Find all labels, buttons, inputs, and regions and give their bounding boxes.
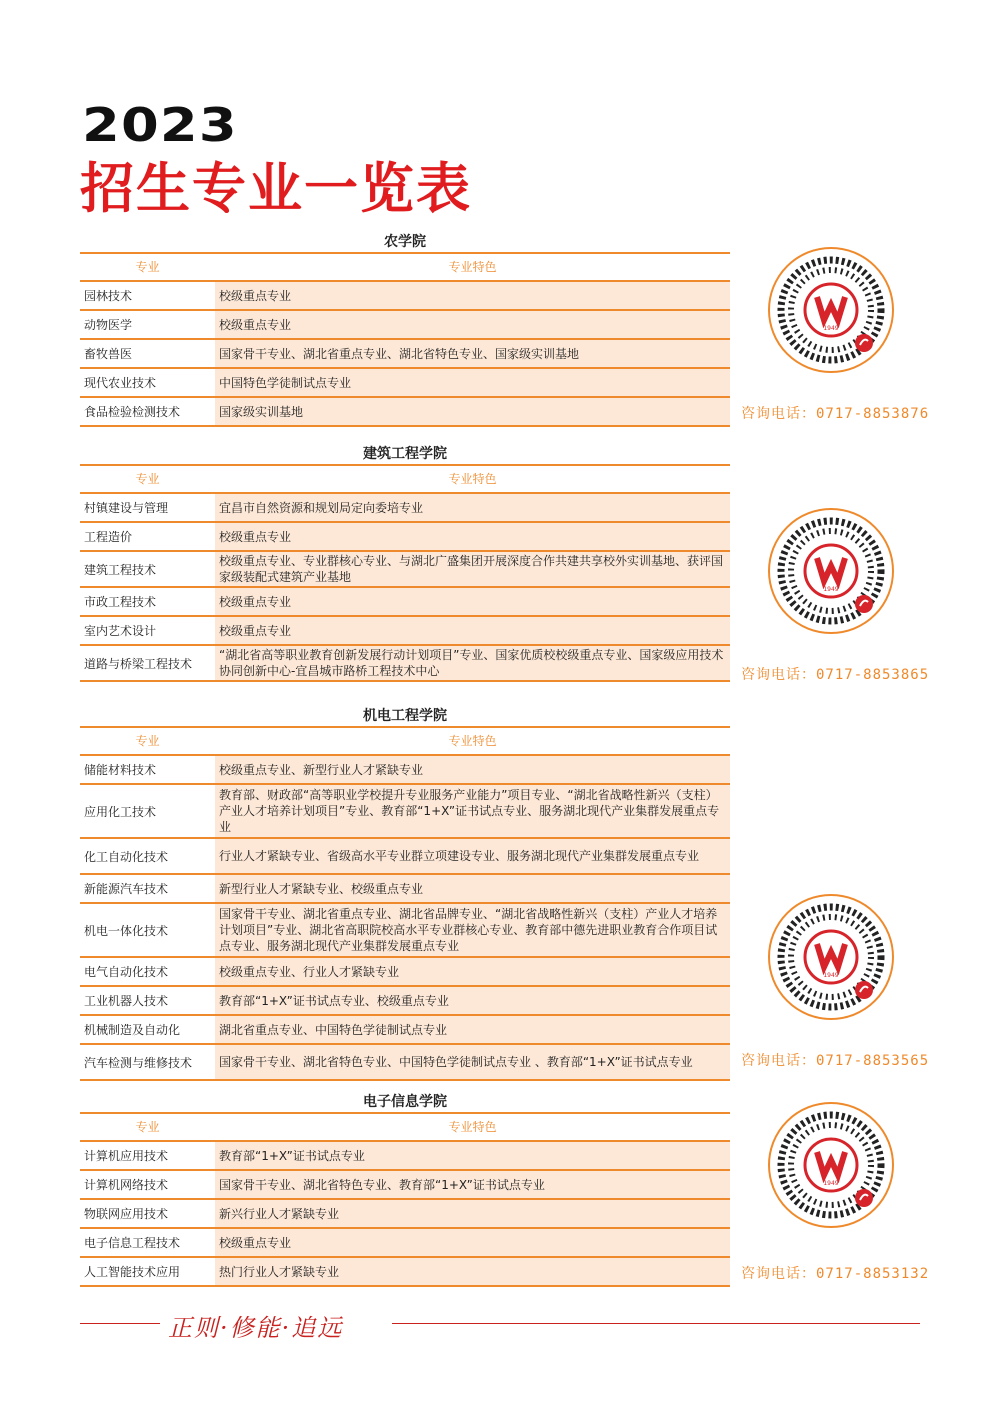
table-header <box>80 254 730 282</box>
feature-cell: 校级重点专业 <box>215 617 730 644</box>
major-cell: 化工自动化技术 <box>80 839 215 873</box>
section-electronics <box>80 1092 730 1287</box>
major-cell: 工程造价 <box>80 523 215 550</box>
major-cell: 建筑工程技术 <box>80 552 215 586</box>
feature-cell: 校级重点专业、新型行业人才紧缺专业 <box>215 756 730 783</box>
qr-badge-year: 1949 <box>823 325 839 332</box>
qr-code[interactable] <box>766 1100 896 1230</box>
section-title: 机电工程学院 <box>80 706 730 728</box>
major-cell: 畜牧兽医 <box>80 340 215 367</box>
section-mechatronics <box>80 706 730 1081</box>
feature-cell: 国家骨干专业、湖北省特色专业、中国特色学徒制试点专业 、教育部“1+X”证书试点专业 <box>215 1045 730 1079</box>
feature-cell: 校级重点专业 <box>215 282 730 309</box>
feature-cell: 中国特色学徒制试点专业 <box>215 369 730 396</box>
phone-text: 咨询电话：0717-8853565 <box>741 1053 930 1069</box>
feature-cell: 宜昌市自然资源和规划局定向委培专业 <box>215 494 730 521</box>
table-row <box>80 523 730 552</box>
table-row <box>80 785 730 839</box>
feature-cell: 热门行业人才紧缺专业 <box>215 1258 730 1285</box>
major-cell: 园林技术 <box>80 282 215 309</box>
feature-cell: 校级重点专业 <box>215 588 730 615</box>
table-row <box>80 875 730 904</box>
footer-divider-left <box>80 1323 160 1324</box>
major-cell: 道路与桥梁工程技术 <box>80 646 215 680</box>
table-row <box>80 1171 730 1200</box>
feature-cell: 行业人才紧缺专业、省级高水平专业群立项建设专业、服务湖北现代产业集群发展重点专业 <box>215 839 730 873</box>
major-cell: 应用化工技术 <box>80 785 215 837</box>
major-cell: 电气自动化技术 <box>80 958 215 985</box>
major-cell: 市政工程技术 <box>80 588 215 615</box>
table-row <box>80 958 730 987</box>
year-heading: 2023 <box>82 98 238 152</box>
feature-cell: 教育部“1+X”证书试点专业、校级重点专业 <box>215 987 730 1014</box>
feature-cell: 国家骨干专业、湖北省重点专业、湖北省品牌专业、“湖北省战略性新兴（支柱）产业人才培养计划项目”专业、湖北省高职院校高水平专业群核心专业、教育部中德先进职业教育合作项目试点专业、服务湖北现代产业集群发展重点专业 <box>215 904 730 956</box>
feature-cell: 新型行业人才紧缺专业、校级重点专业 <box>215 875 730 902</box>
phone-text: 咨询电话：0717-8853132 <box>741 1266 930 1282</box>
table-row <box>80 756 730 785</box>
table-row <box>80 839 730 875</box>
phone-text: 咨询电话：0717-8853865 <box>741 667 930 683</box>
section-agriculture <box>80 232 730 427</box>
phone-text: 咨询电话：0717-8853876 <box>741 406 930 422</box>
table-row <box>80 1200 730 1229</box>
header-major: 专业 <box>135 1120 160 1134</box>
header-major: 专业 <box>135 260 160 274</box>
table-row <box>80 1258 730 1287</box>
footer-divider-right <box>392 1323 920 1324</box>
feature-cell: 国家骨干专业、湖北省特色专业、教育部“1+X”证书试点专业 <box>215 1171 730 1198</box>
feature-cell: 校级重点专业 <box>215 523 730 550</box>
table-header <box>80 1114 730 1142</box>
qr-badge-year: 1949 <box>823 586 839 593</box>
table-row <box>80 1045 730 1081</box>
feature-cell: 校级重点专业 <box>215 1229 730 1256</box>
section-architecture <box>80 444 730 682</box>
footer-slogan: 正则·修能·追远 <box>168 1314 344 1342</box>
qr-badge-year: 1949 <box>823 972 839 979</box>
page-title: 招生专业一览表 <box>80 157 472 220</box>
header-feature: 专业特色 <box>448 260 497 274</box>
table-row <box>80 398 730 427</box>
major-cell: 计算机应用技术 <box>80 1142 215 1169</box>
major-cell: 计算机网络技术 <box>80 1171 215 1198</box>
table-row <box>80 588 730 617</box>
major-cell: 机电一体化技术 <box>80 904 215 956</box>
table-row <box>80 617 730 646</box>
header-feature: 专业特色 <box>448 734 497 748</box>
qr-code[interactable] <box>766 892 896 1022</box>
feature-cell: 新兴行业人才紧缺专业 <box>215 1200 730 1227</box>
header-feature: 专业特色 <box>448 1120 497 1134</box>
major-cell: 食品检验检测技术 <box>80 398 215 425</box>
table-row <box>80 646 730 682</box>
feature-cell: 国家级实训基地 <box>215 398 730 425</box>
major-cell: 物联网应用技术 <box>80 1200 215 1227</box>
major-cell: 室内艺术设计 <box>80 617 215 644</box>
table-row <box>80 494 730 523</box>
major-cell: 储能材料技术 <box>80 756 215 783</box>
section-title: 电子信息学院 <box>80 1092 730 1114</box>
feature-cell: “湖北省高等职业教育创新发展行动计划项目”专业、国家优质校校级重点专业、国家级应用技术协同创新中心-宜昌城市路桥工程技术中心 <box>215 646 730 680</box>
major-cell: 现代农业技术 <box>80 369 215 396</box>
header-major: 专业 <box>135 472 160 486</box>
feature-cell: 国家骨干专业、湖北省重点专业、湖北省特色专业、国家级实训基地 <box>215 340 730 367</box>
feature-cell: 校级重点专业、专业群核心专业、与湖北广盛集团开展深度合作共建共享校外实训基地、获评国家级装配式建筑产业基地 <box>215 552 730 586</box>
table-row <box>80 282 730 311</box>
qr-badge-year: 1949 <box>823 1180 839 1187</box>
feature-cell: 湖北省重点专业、中国特色学徒制试点专业 <box>215 1016 730 1043</box>
section-title: 农学院 <box>80 232 730 254</box>
table-row <box>80 1142 730 1171</box>
qr-code[interactable] <box>766 245 896 375</box>
section-title: 建筑工程学院 <box>80 444 730 466</box>
table-row <box>80 1016 730 1045</box>
major-cell: 汽车检测与维修技术 <box>80 1045 215 1079</box>
major-cell: 电子信息工程技术 <box>80 1229 215 1256</box>
table-row <box>80 340 730 369</box>
feature-cell: 教育部“1+X”证书试点专业 <box>215 1142 730 1169</box>
table-row <box>80 904 730 958</box>
table-row <box>80 552 730 588</box>
feature-cell: 校级重点专业、行业人才紧缺专业 <box>215 958 730 985</box>
table-row <box>80 987 730 1016</box>
major-cell: 机械制造及自动化 <box>80 1016 215 1043</box>
major-cell: 人工智能技术应用 <box>80 1258 215 1285</box>
header-feature: 专业特色 <box>448 472 497 486</box>
header-major: 专业 <box>135 734 160 748</box>
major-cell: 新能源汽车技术 <box>80 875 215 902</box>
major-cell: 村镇建设与管理 <box>80 494 215 521</box>
table-header <box>80 466 730 494</box>
qr-code[interactable] <box>766 506 896 636</box>
table-row <box>80 369 730 398</box>
table-row <box>80 311 730 340</box>
feature-cell: 校级重点专业 <box>215 311 730 338</box>
table-row <box>80 1229 730 1258</box>
major-cell: 工业机器人技术 <box>80 987 215 1014</box>
table-header <box>80 728 730 756</box>
major-cell: 动物医学 <box>80 311 215 338</box>
feature-cell: 教育部、财政部“高等职业学校提升专业服务产业能力”项目专业、“湖北省战略性新兴（支柱）产业人才培养计划项目”专业、教育部“1+X”证书试点专业、服务湖北现代产业集群发展重点专业 <box>215 785 730 837</box>
